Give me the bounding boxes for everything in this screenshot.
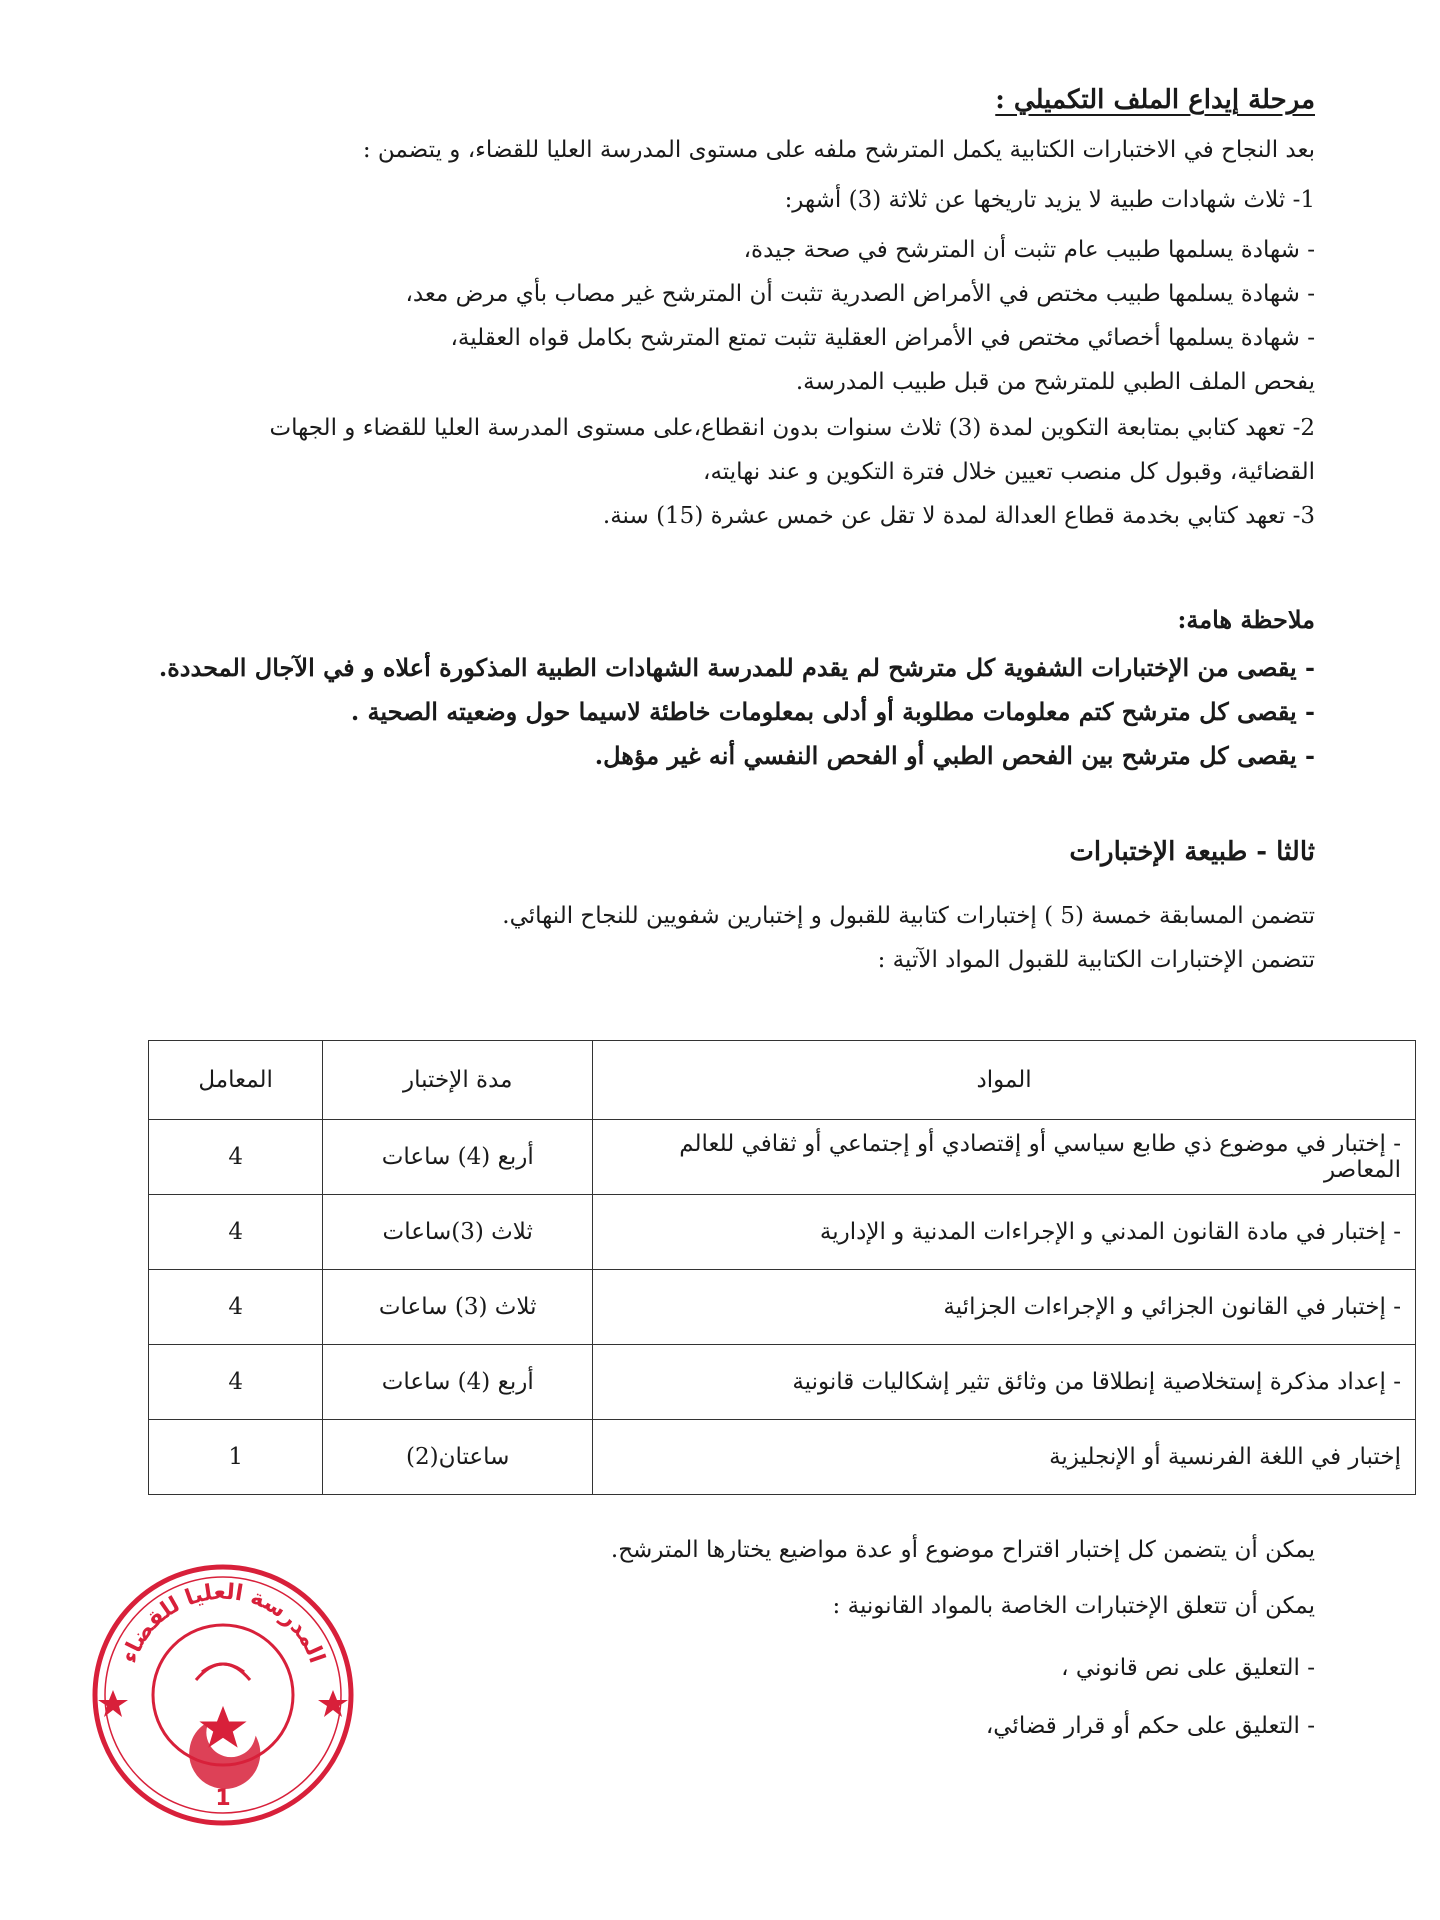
footer-bullet-1: - التعليق على نص قانوني ،: [1061, 1655, 1315, 1681]
section-title: مرحلة إيداع الملف التكميلي :: [995, 85, 1315, 115]
coefficient-cell: 4: [149, 1270, 323, 1345]
note-item-1: - يقصى من الإختبارات الشفوية كل مترشح لم يقدم للمدرسة الشهادات الطبية المذكورة أعلاه و في الآجال المحددة.: [158, 653, 1315, 682]
item-3: 3- تعهد كتابي بخدمة قطاع العدالة لمدة لا تقل عن خمس عشرة (15) سنة.: [602, 503, 1315, 529]
subject-cell: إختبار في اللغة الفرنسية أو الإنجليزية: [593, 1420, 1416, 1495]
complement-section: [135, 78, 1315, 538]
subjects-table: [148, 1040, 1416, 1495]
duration-cell: ثلاث (3) ساعات: [323, 1270, 593, 1345]
footer-bullet-2: - التعليق على حكم أو قرار قضائي،: [985, 1713, 1315, 1739]
note-item-3: - يقصى كل مترشح بين الفحص الطبي أو الفحص النفسي أنه غير مؤهل.: [594, 741, 1315, 770]
exams-paragraph-1: تتضمن المسابقة خمسة (5 ) إختبارات كتابية للقبول و إختبارين شفويين للنجاح النهائي.: [502, 903, 1315, 929]
official-stamp: [88, 1560, 358, 1830]
header-duration: مدة الإختبار: [323, 1041, 593, 1120]
coefficient-cell: 4: [149, 1345, 323, 1420]
duration-cell: أربع (4) ساعات: [323, 1120, 593, 1195]
stamp-number: 1: [215, 1786, 231, 1811]
table-row: [149, 1195, 1416, 1270]
medical-check: يفحص الملف الطبي للمترشح من قبل طبيب المدرسة.: [795, 369, 1315, 395]
certificate-2: - شهادة يسلمها طبيب مختص في الأمراض الصدرية تثبت أن المترشح غير مصاب بأي مرض معد،: [405, 281, 1315, 307]
table-row: [149, 1270, 1416, 1345]
duration-cell: أربع (4) ساعات: [323, 1345, 593, 1420]
exams-title: ثالثا - طبيعة الإختبارات: [1069, 837, 1315, 867]
footer-paragraph-2: يمكن أن تتعلق الإختبارات الخاصة بالمواد القانونية :: [832, 1593, 1315, 1619]
subject-cell: - إعداد مذكرة إستخلاصية إنطلاقا من وثائق تثير إشكاليات قانونية: [593, 1345, 1416, 1420]
stamp-emblem: [191, 1664, 259, 1787]
subject-cell: - إختبار في موضوع ذي طابع سياسي أو إقتصادي أو إجتماعي أو ثقافي للعالم المعاصر: [593, 1120, 1416, 1195]
table-row: [149, 1120, 1416, 1195]
table-row: [149, 1420, 1416, 1495]
certificate-3: - شهادة يسلمها أخصائي مختص في الأمراض العقلية تثبت تمتع المترشح بكامل قواه العقلية،: [450, 325, 1315, 351]
note-title: ملاحظة هامة:: [1177, 605, 1315, 634]
exams-section: [135, 830, 1315, 982]
coefficient-cell: 1: [149, 1420, 323, 1495]
header-coefficient: المعامل: [149, 1041, 323, 1120]
coefficient-cell: 4: [149, 1195, 323, 1270]
subject-cell: - إختبار في القانون الجزائي و الإجراءات الجزائية: [593, 1270, 1416, 1345]
coefficient-cell: 4: [149, 1120, 323, 1195]
item-2-line-2: القضائية، وقبول كل منصب تعيين خلال فترة التكوين و عند نهايته،: [703, 459, 1315, 485]
note-section: [135, 598, 1315, 778]
exams-paragraph-2: تتضمن الإختبارات الكتابية للقبول المواد الآتية :: [877, 947, 1315, 973]
stamp-lettering: المدرسة العليا للقضاء: [116, 1579, 330, 1667]
duration-cell: ساعتان(2): [323, 1420, 593, 1495]
footer-paragraph-1: يمكن أن يتضمن كل إختبار اقتراح موضوع أو عدة مواضيع يختارها المترشح.: [610, 1537, 1315, 1563]
table-row: [149, 1345, 1416, 1420]
table-header-row: [149, 1041, 1416, 1120]
item-2-line-1: 2- تعهد كتابي بمتابعة التكوين لمدة (3) ثلاث سنوات بدون انقطاع،على مستوى المدرسة العليا للقضاء و الجهات: [269, 415, 1315, 441]
subject-cell: - إختبار في مادة القانون المدني و الإجراءات المدنية و الإدارية: [593, 1195, 1416, 1270]
intro-paragraph: بعد النجاح في الاختبارات الكتابية يكمل المترشح ملفه على مستوى المدرسة العليا للقضاء، و يتضمن :: [362, 137, 1315, 163]
item-1: 1- ثلاث شهادات طبية لا يزيد تاريخها عن ثلاثة (3) أشهر:: [784, 187, 1315, 213]
note-item-2: - يقصى كل مترشح كتم معلومات مطلوبة أو أدلى بمعلومات خاطئة لاسيما حول وضعيته الصحية .: [350, 697, 1315, 726]
certificate-1: - شهادة يسلمها طبيب عام تثبت أن المترشح في صحة جيدة،: [743, 237, 1315, 263]
header-subject: المواد: [593, 1041, 1416, 1120]
duration-cell: ثلاث (3)ساعات: [323, 1195, 593, 1270]
